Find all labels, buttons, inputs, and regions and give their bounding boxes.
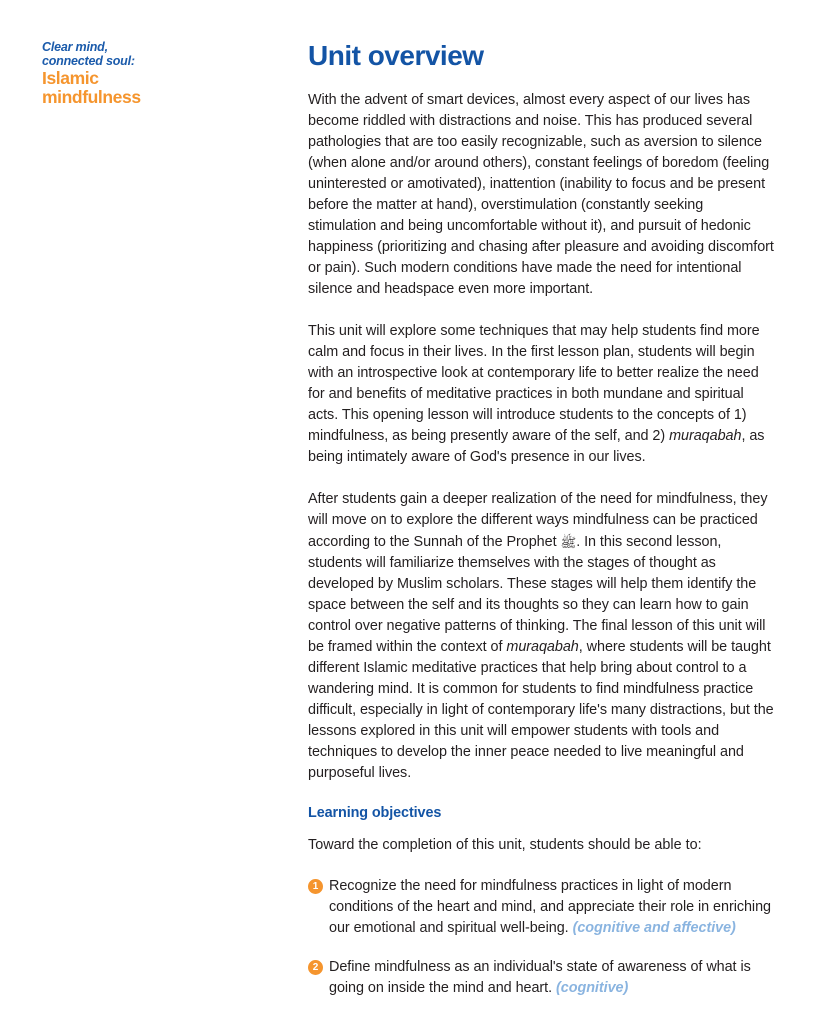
list-item	[308, 876, 774, 939]
paragraph-2-text-part2: , as being intimately aware of God's presence in our lives.	[308, 428, 765, 465]
objective-text: Define mindfulness as an individual's state of awareness of what is going on inside the mind and heart.	[329, 959, 751, 996]
learning-objectives-list	[308, 876, 774, 999]
brand-logo	[42, 41, 242, 106]
logo-name-line1: Islamic	[42, 68, 99, 88]
prophet-honorific-glyph: ﷺ	[560, 535, 577, 550]
page-title: Unit overview	[308, 40, 484, 71]
paragraph-3-text-part3: , where students will be taught different Islamic meditative practices that help bring about control to a wandering mind. It is common for students to find mindfulness practice difficult, especially in light of contemporary life's many distractions, but the lessons explored in this unit will empower students with tools and techniques to develop the inner peace needed to live meaningful and purposeful lives.	[308, 639, 774, 781]
objective-domain-tag: (cognitive)	[556, 980, 629, 996]
paragraph-3-text-part1: After students gain a deeper realization of the need for mindfulness, they will move on to explore the different ways mindfulness can be practiced according to the Sunnah of the Prophet	[308, 491, 768, 550]
paragraph-3-text-part2: . In this second lesson, students will familiarize themselves with the stages of thought as developed by Muslim scholars. These stages will help them identify the space between the self and its thoughts so they can learn how to gain control over negative patterns of thinking. The final lesson of this unit will be framed within the context of	[308, 534, 766, 655]
overview-paragraph-2	[308, 321, 774, 468]
logo-name	[42, 69, 242, 106]
objective-number-badge: 1	[308, 879, 323, 894]
main-content	[308, 40, 774, 1017]
overview-paragraph-1: With the advent of smart devices, almost every aspect of our lives has become riddled with distractions and noise. This has produced several pathologies that are too easily recognizable, such as aversion to silence (when alone and/or around others), constant feelings of boredom (feeling uninterested or amotivated), inattention (inability to focus and be present before the matter at hand), overstimulation (constantly seeking stimulation and being uncomfortable without it), and pursuit of hedonic happiness (prioritizing and chasing after pleasure and avoiding discomfort or pain). Such modern conditions have made the need for intentional silence and headspace even more important.	[308, 92, 774, 297]
logo-name-line2: mindfulness	[42, 86, 141, 107]
logo-tagline-line2: connected soul:	[42, 53, 135, 68]
objective-text: Recognize the need for mindfulness practices in light of modern conditions of the heart and mind, and appreciate their role in enriching our emotional and spiritual well-being.	[329, 878, 771, 936]
logo-tagline-line1: Clear mind,	[42, 40, 108, 54]
overview-paragraph-3	[308, 489, 774, 784]
objective-number-badge: 2	[308, 960, 323, 975]
paragraph-2-text-part1: This unit will explore some techniques that may help students find more calm and focus in their lives. In the first lesson plan, students will begin with an introspective look at contemporary life to better realize the need for and benefits of meditative practices in both mundane and spiritual acts. This opening lesson will introduce students to the concepts of 1) mindfulness, as being presently aware of the self, and 2)	[308, 323, 760, 444]
learning-objectives-heading: Learning objectives	[308, 805, 442, 821]
objective-domain-tag: (cognitive and affective)	[572, 920, 736, 936]
learning-objectives-lead-in: Toward the completion of this unit, students should be able to:	[308, 837, 702, 853]
logo-tagline	[42, 41, 242, 68]
term-muraqabah: muraqabah	[506, 639, 579, 655]
term-muraqabah: muraqabah	[669, 428, 742, 444]
list-item	[308, 957, 774, 999]
